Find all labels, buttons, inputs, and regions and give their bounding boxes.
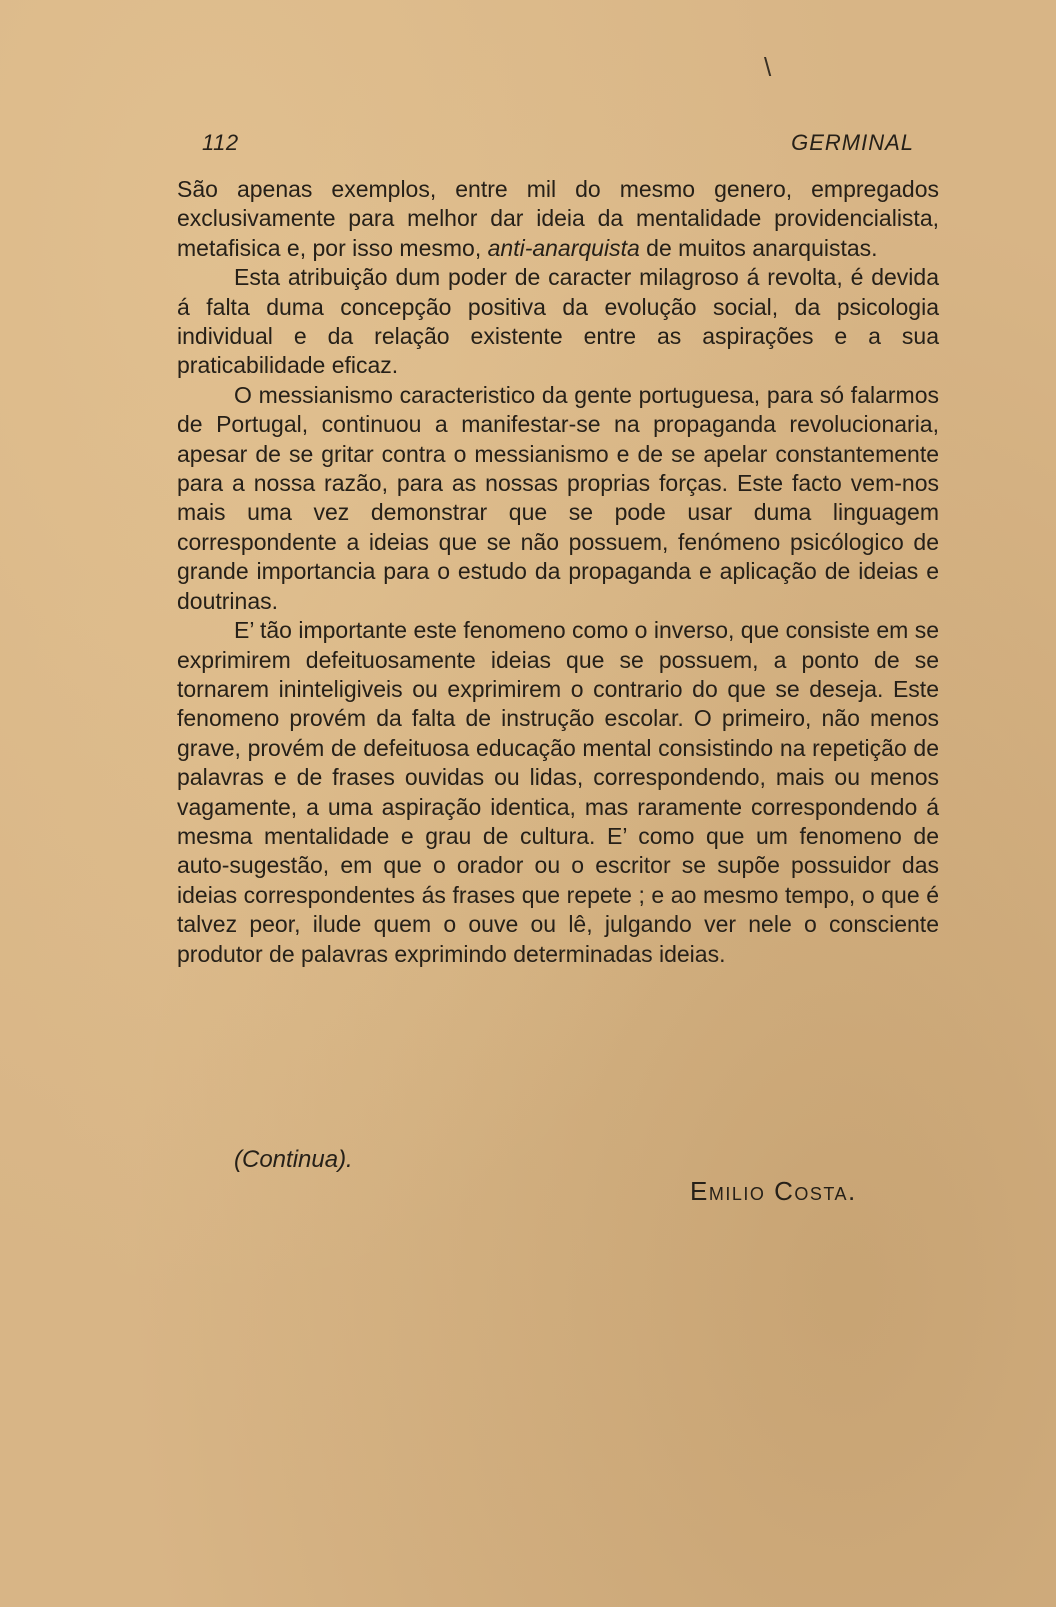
running-head [202, 124, 922, 160]
paragraph-1-start: São apenas exemplos, entre mil do mesmo genero, empregados exclusivamente para melhor dar ideia da mentalidade providencialista, metafisica e, por isso mesmo, [177, 176, 939, 261]
paragraph-4: E’ tão importante este fenomeno como o inverso, que consiste em se exprimirem defeituosamente ideias que se possuem, a ponto de se tornarem ininteligiveis ou exprimirem o contrario do que se deseja. Este fenomeno provém da falta de instrução escolar. O primeiro, não menos grave, provém de defeituosa educação mental consistindo na repetição de palavras e de frases ouvidas ou lidas, correspondendo, mais ou menos vagamente, a uma aspiração identica, mas raramente correspondendo á mesma mentalidade e grau de cultura. E’ como que um fenomeno de auto-sugestão, em que o orador ou o escritor se supõe possuidor das ideias correspondentes ás frases que repete ; e ao mesmo tempo, o que é talvez peor, ilude quem o ouve ou lê, julgando ver nele o consciente produtor de palavras exprimindo determinadas ideias. [177, 617, 939, 967]
italic-term: anti-anarquista [487, 234, 640, 261]
continued-note: (Continua). [234, 1146, 353, 1173]
paragraph-3: O messianismo caracteristico da gente portuguesa, para só falarmos de Portugal, continuou a manifestar-se na propaganda revolucionaria, apesar de se gritar contra o messianismo e de se apelar constantemente para a nossa razão, para as nossas proprias forças. Este facto vem-nos mais uma vez demonstrar que se pode usar duma linguagem correspondente a ideias que se não possuem, fenómeno psicólogico de grande importancia para o estudo da propaganda e aplicação de ideias e doutrinas. [177, 381, 939, 614]
paragraph-1-end: de muitos anarquistas. [639, 234, 878, 261]
corner-mark: \ [764, 52, 772, 82]
paragraph-1 [177, 175, 939, 263]
article-text [177, 175, 939, 969]
paragraph-2: Esta atribuição dum poder de caracter milagroso á revolta, é devida á falta duma concepção positiva da evolução social, da psicologia individual e da relação existente entre as aspirações e a sua praticabilidade eficaz. [177, 264, 939, 379]
author-signature: Emilio Costa. [690, 1176, 857, 1206]
page-number: 112 [202, 130, 239, 155]
journal-title: GERMINAL [791, 130, 914, 155]
